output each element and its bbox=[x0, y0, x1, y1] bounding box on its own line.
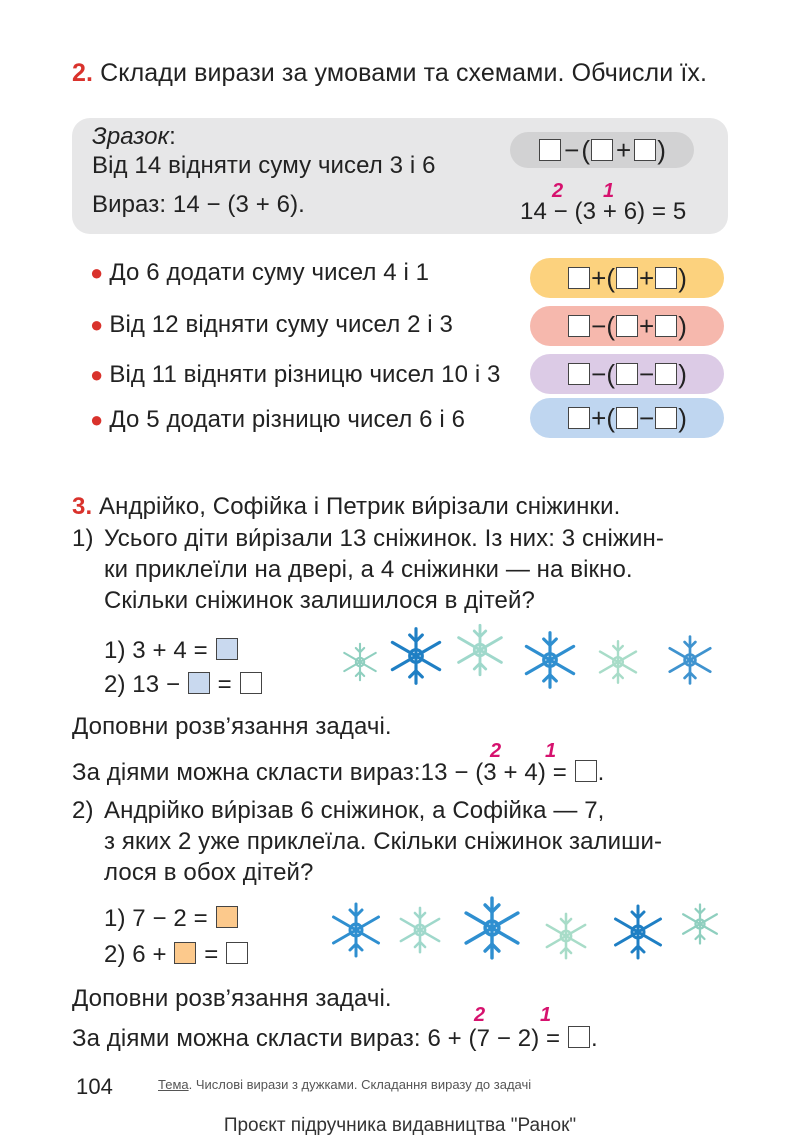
snowflakes-illustration bbox=[330, 620, 730, 700]
part2-line: з яких 2 уже приклеїла. Скільки сніжинок залиши- bbox=[104, 828, 663, 855]
task3-number: 3. bbox=[72, 493, 93, 520]
sample-result: 14 − (3 + 6) = 5 bbox=[520, 198, 687, 225]
part1-expr-line: За діями можна скласти вираз:13 − (3 + 4) = . bbox=[72, 759, 605, 786]
part1-step1: 1) 3 + 4 = bbox=[104, 636, 239, 666]
snowflakes-illustration bbox=[320, 890, 730, 970]
scheme-box bbox=[616, 267, 638, 289]
order-mark-1: 1 bbox=[603, 180, 615, 202]
scheme-box bbox=[568, 315, 590, 337]
task2-item: ● Від 12 відняти суму чисел 2 і 3 bbox=[90, 311, 453, 338]
task2-item: ● До 6 додати суму чисел 4 і 1 bbox=[90, 259, 430, 286]
bullet-icon: ● bbox=[90, 407, 104, 432]
sample-scheme-pill: − ( + ) bbox=[510, 132, 694, 168]
part1-num: 1) bbox=[72, 525, 94, 552]
page-number: 104 bbox=[76, 1074, 114, 1099]
sample-line2: Вираз: 14 − (3 + 6). bbox=[92, 191, 305, 218]
snowflake-icon bbox=[600, 641, 636, 683]
part2-step2: 2) 6 + = bbox=[104, 940, 249, 970]
order-mark-2: 2 bbox=[490, 740, 502, 762]
task2-item: ● Від 11 відняти різницю чисел 10 і 3 bbox=[90, 361, 501, 388]
order-mark-2: 2 bbox=[552, 180, 564, 202]
project-note: Проєкт підручника видавництва "Ранок" bbox=[223, 1115, 577, 1136]
snowflake-icon bbox=[616, 906, 661, 958]
snowflake-icon bbox=[401, 908, 439, 952]
answer-box[interactable] bbox=[575, 760, 597, 782]
part1-line: Скільки сніжинок залишилося в дітей? bbox=[104, 587, 535, 614]
part2-line: Андрійко ви́різав 6 сніжинок, а Софійка — 7, bbox=[104, 797, 605, 824]
part2-line: лося в обох дітей? bbox=[104, 859, 314, 886]
task2-number: 2. bbox=[72, 59, 94, 87]
bullet-icon: ● bbox=[90, 362, 104, 387]
snowflake-icon bbox=[670, 637, 711, 684]
part2-complete: Доповни розв’язання задачі. bbox=[72, 985, 392, 1012]
answer-box[interactable] bbox=[188, 672, 210, 694]
scheme-box bbox=[568, 407, 590, 429]
snowflake-icon bbox=[466, 898, 518, 958]
scheme-box bbox=[568, 267, 590, 289]
scheme-box bbox=[616, 363, 638, 385]
bullet-icon: ● bbox=[90, 260, 104, 285]
task2-heading bbox=[72, 58, 707, 88]
answer-box[interactable] bbox=[174, 942, 196, 964]
scheme-box bbox=[568, 363, 590, 385]
snowflake-icon bbox=[526, 633, 573, 688]
scheme-box bbox=[634, 139, 656, 161]
bullet-icon: ● bbox=[90, 312, 104, 337]
snowflake-icon bbox=[392, 629, 439, 684]
scheme-pill: + ( + ) bbox=[530, 258, 724, 298]
sample-label: Зразок: bbox=[92, 123, 176, 150]
snowflake-icon bbox=[683, 905, 717, 944]
scheme-box bbox=[616, 407, 638, 429]
order-mark-1: 1 bbox=[545, 740, 557, 762]
scheme-box bbox=[591, 139, 613, 161]
scheme-box bbox=[616, 315, 638, 337]
task2-item: ● До 5 додати різницю чисел 6 і 6 bbox=[90, 406, 466, 433]
scheme-box bbox=[655, 363, 677, 385]
order-mark-1: 1 bbox=[540, 1004, 552, 1026]
topic-line: Тема. Числові вирази з дужками. Складання виразу до задачі bbox=[158, 1077, 532, 1092]
scheme-pill: − ( − ) bbox=[530, 354, 724, 394]
task2-heading-text: Склади вирази за умовами та схемами. Обчисли їх. bbox=[100, 59, 708, 87]
answer-box[interactable] bbox=[226, 942, 248, 964]
part1-expr: 13 − (3 + 4) = bbox=[420, 759, 567, 786]
snowflake-icon bbox=[547, 914, 585, 958]
scheme-box bbox=[655, 315, 677, 337]
snowflake-icon bbox=[334, 904, 379, 956]
part2-expr-line: За діями можна скласти вираз: 6 + (7 − 2) = . bbox=[72, 1025, 598, 1052]
answer-box[interactable] bbox=[240, 672, 262, 694]
order-mark-2: 2 bbox=[474, 1004, 486, 1026]
scheme-box bbox=[655, 267, 677, 289]
scheme-pill: + ( − ) bbox=[530, 398, 724, 438]
scheme-pill: − ( + ) bbox=[530, 306, 724, 346]
scheme-box bbox=[539, 139, 561, 161]
part1-step2: 2) 13 − = bbox=[104, 670, 263, 700]
task3-heading: 3. Андрійко, Софійка і Петрик ви́різали сніжинки. bbox=[72, 493, 621, 520]
part1-line: ки приклеїли на двері, а 4 сніжинки — на вікно. bbox=[104, 556, 633, 583]
answer-box[interactable] bbox=[216, 906, 238, 928]
answer-box[interactable] bbox=[568, 1026, 590, 1048]
part1-line: Усього діти ви́різали 13 сніжинок. Із них: 3 сніжин- bbox=[104, 525, 664, 552]
answer-box[interactable] bbox=[216, 638, 238, 660]
snowflake-icon bbox=[459, 625, 502, 674]
part2-step1: 1) 7 − 2 = bbox=[104, 904, 239, 934]
sample-line1: Від 14 відняти суму чисел 3 і 6 bbox=[92, 152, 436, 179]
part1-complete: Доповни розв’язання задачі. bbox=[72, 713, 392, 740]
part2-num: 2) bbox=[72, 797, 94, 824]
part2-expr: 6 + (7 − 2) = bbox=[427, 1025, 561, 1052]
snowflake-icon bbox=[344, 644, 376, 680]
scheme-box bbox=[655, 407, 677, 429]
